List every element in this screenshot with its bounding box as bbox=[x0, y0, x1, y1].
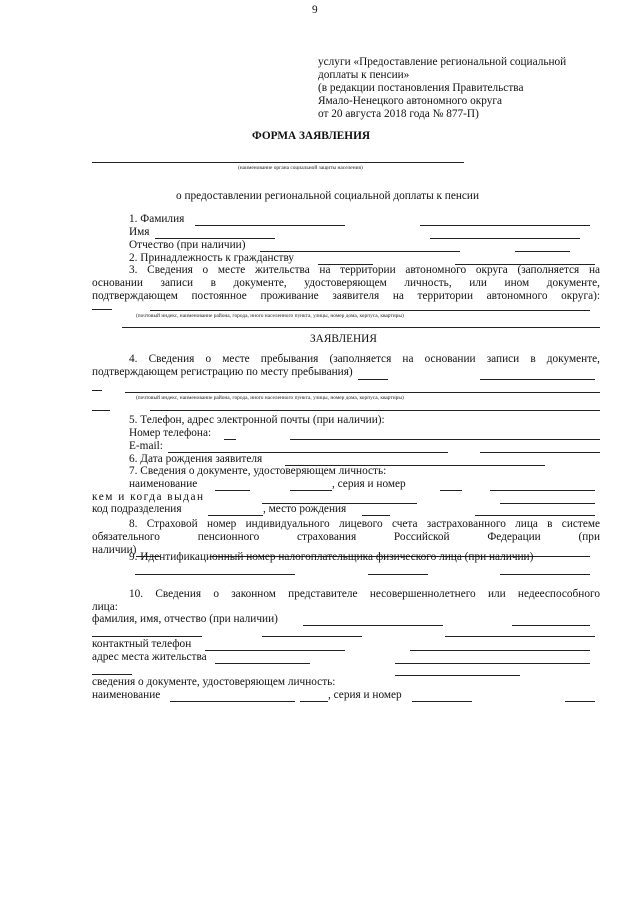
series-number-label: , серия и номер bbox=[332, 478, 406, 490]
series-number2-label: , серия и номер bbox=[328, 689, 402, 701]
fio-line2-cont2[interactable] bbox=[445, 636, 595, 637]
series-number2-field[interactable] bbox=[412, 701, 472, 702]
stay-address-caption: (почтовый индекс, наименование района, города, иного населенного пункта, улицы, номер дома, корпуса, квартиры) bbox=[136, 395, 404, 401]
stay-text: подтверждающем регистрацию по месту пребывания) bbox=[92, 366, 353, 378]
residence-addr-line2[interactable] bbox=[92, 674, 132, 675]
inn-label: 9. Идентификационный номер налогоплательщика физического лица (при наличии) bbox=[129, 551, 534, 563]
snils-text: обязательного пенсионного страхования Российской Федерации (при bbox=[92, 531, 600, 543]
stay-address-field-cont[interactable] bbox=[125, 392, 600, 393]
fio-field[interactable] bbox=[303, 625, 443, 626]
name-field-cont[interactable] bbox=[430, 238, 580, 239]
representative-text: 10. Сведения о законном представителе несовершеннолетнего или недееспособного bbox=[129, 588, 600, 600]
doc-name2-field[interactable] bbox=[170, 701, 295, 702]
email-label: E-mail: bbox=[129, 440, 163, 452]
fio-field-cont[interactable] bbox=[512, 625, 590, 626]
doc-name2-label: наименование bbox=[92, 689, 161, 701]
header-line: услуги «Предоставление региональной социальной bbox=[318, 56, 567, 68]
snils-text: наличии) bbox=[92, 544, 137, 556]
surname-field[interactable] bbox=[195, 225, 345, 226]
header-line: от 20 августа 2018 года № 877-П) bbox=[318, 108, 479, 120]
residence-address-field[interactable] bbox=[92, 309, 112, 310]
doc-name2-field-cont[interactable] bbox=[300, 701, 328, 702]
organ-caption: (наименование органа социальной защиты населения) bbox=[238, 165, 363, 171]
residence-addr-label: адрес места жительства bbox=[92, 651, 207, 663]
patronymic-label: Отчество (при наличии) bbox=[129, 239, 246, 251]
residence-text: подтверждающем постоянное проживание заявителя на территории автономного округа): bbox=[92, 290, 600, 302]
contact-phone-field[interactable] bbox=[205, 650, 345, 651]
organ-name-field[interactable] bbox=[92, 162, 464, 163]
citizenship-label: 2. Принадлежность к гражданству bbox=[129, 252, 295, 264]
name-label: Имя bbox=[129, 226, 150, 238]
phone-field[interactable] bbox=[224, 439, 236, 440]
zayavleniya-heading: ЗАЯВЛЕНИЯ bbox=[310, 333, 377, 345]
email-field-cont[interactable] bbox=[480, 452, 600, 453]
fio-label: фамилия, имя, отчество (при наличии) bbox=[92, 613, 278, 625]
residence-addr-field-cont[interactable] bbox=[395, 663, 590, 664]
stay-text: 4. Сведения о месте пребывания (заполняется на основании записи в документе, bbox=[129, 353, 600, 365]
contact-phone-label: контактный телефон bbox=[92, 638, 192, 650]
inn-field-cont2[interactable] bbox=[500, 574, 590, 575]
residence-address-field-cont[interactable] bbox=[150, 310, 590, 311]
header-line: доплаты к пенсии» bbox=[318, 69, 410, 81]
page-number: 9 bbox=[312, 4, 318, 16]
residence-addr-field[interactable] bbox=[215, 663, 310, 664]
contact-phone-field-cont[interactable] bbox=[410, 650, 590, 651]
birth-place-field[interactable] bbox=[362, 515, 390, 516]
doc-name-field[interactable] bbox=[215, 490, 250, 491]
inn-field[interactable] bbox=[135, 574, 295, 575]
residence-addr-line2-cont[interactable] bbox=[395, 675, 520, 676]
representative-text: лица: bbox=[92, 601, 118, 613]
subject-line: о предоставлении региональной социальной доплаты к пенсии bbox=[176, 190, 480, 202]
birthdate-label: 6. Дата рождения заявителя bbox=[129, 453, 263, 465]
doc-info-label: сведения о документе, удостоверяющем личность: bbox=[92, 676, 336, 688]
series-number-field[interactable] bbox=[440, 490, 462, 491]
surname-label: 1. Фамилия bbox=[129, 213, 185, 225]
patronymic-field-cont[interactable] bbox=[515, 251, 570, 252]
fio-line2[interactable] bbox=[92, 636, 202, 637]
doc-name-field-cont[interactable] bbox=[290, 490, 332, 491]
header-line: (в редакции постановления Правительства bbox=[318, 82, 524, 94]
contacts-label: 5. Телефон, адрес электронной почты (при наличии): bbox=[129, 414, 385, 426]
birth-place-field-cont[interactable] bbox=[475, 515, 595, 516]
fio-line2-cont[interactable] bbox=[262, 636, 362, 637]
phone-label: Номер телефона: bbox=[129, 427, 212, 439]
residence-address-caption: (почтовый индекс, наименование района, города, иного населенного пункта, улицы, номер дома, корпуса, квартиры) bbox=[136, 313, 404, 319]
id-doc-label: 7. Сведения о документе, удостоверяющем личность: bbox=[129, 465, 387, 477]
inn-field-cont[interactable] bbox=[368, 574, 428, 575]
dept-code-field[interactable] bbox=[208, 515, 263, 516]
residence-text: основании записи в документе, удостоверяющем личность, или ином документе, bbox=[92, 277, 600, 289]
stay-address-line2-cont[interactable] bbox=[150, 410, 600, 411]
stay-address-field[interactable] bbox=[92, 390, 102, 391]
residence-address-line2[interactable] bbox=[122, 327, 600, 328]
surname-field-cont[interactable] bbox=[420, 225, 590, 226]
issued-by-field-cont[interactable] bbox=[500, 503, 595, 504]
phone-field-cont[interactable] bbox=[290, 439, 600, 440]
stay-address-line2[interactable] bbox=[92, 410, 110, 411]
issued-by-label: кем и когда выдан bbox=[92, 491, 205, 503]
stay-field[interactable] bbox=[358, 379, 388, 380]
dept-code-label: код подразделения bbox=[92, 503, 182, 515]
series-number2-field-cont[interactable] bbox=[565, 701, 595, 702]
form-title: ФОРМА ЗАЯВЛЕНИЯ bbox=[252, 130, 371, 142]
doc-name-label: наименование bbox=[129, 478, 198, 490]
birth-place-label: , место рождения bbox=[263, 503, 347, 515]
series-number-field-cont[interactable] bbox=[490, 490, 595, 491]
header-line: Ямало-Ненецкого автономного округа bbox=[318, 95, 503, 107]
residence-text: 3. Сведения о месте жительства на территории автономного округа (заполняется на bbox=[129, 264, 600, 276]
stay-field-cont[interactable] bbox=[480, 379, 595, 380]
snils-text: 8. Страховой номер индивидуального лицевого счета застрахованного лица в системе bbox=[129, 518, 600, 530]
